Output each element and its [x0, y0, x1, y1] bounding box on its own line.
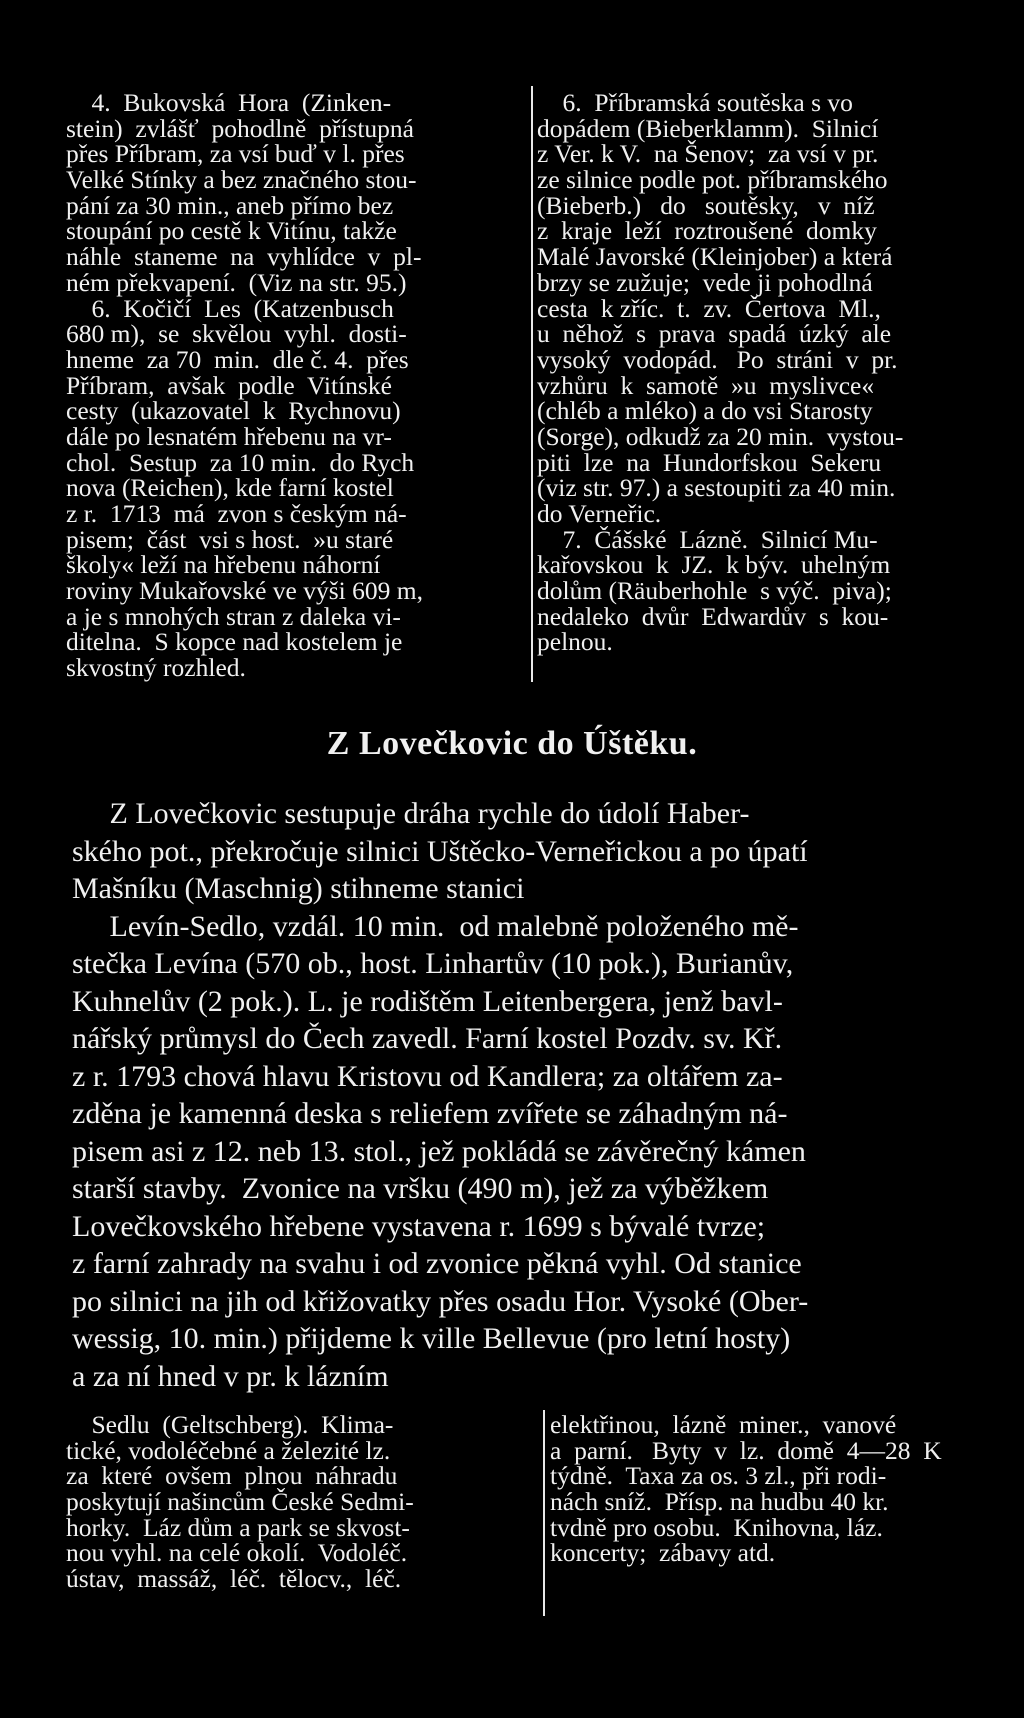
text-line: nou vyhl. na celé okolí. Vodoléč. — [66, 1538, 408, 1568]
text-line: z r. 1713 má zvon s českým ná- — [66, 499, 407, 528]
body-paragraphs — [72, 795, 992, 1395]
text-line: elektřinou, lázně miner., vanové — [550, 1410, 897, 1439]
text-line: chol. Sestup za 10 min. do Rych — [66, 447, 415, 477]
text-line: Lovečkovského hřebene vystavena r. 1699 s bývalé tvrze; — [72, 1209, 766, 1243]
text-line: ném překvapení. (Viz na str. 95.) — [66, 267, 407, 297]
text-line: vysoký vodopád. Po stráni v pr. — [537, 344, 898, 374]
text-line: (Sorge), odkudž za 20 min. vystou- — [537, 421, 904, 451]
text-line: nova (Reichen), kde farní kostel — [66, 473, 394, 503]
text-line: nářský průmysl do Čech zavedl. Farní kostel Pozdv. sv. Kř. — [72, 1022, 783, 1055]
text-line: 4. Bukovská Hora (Zinken- — [66, 88, 392, 117]
text-line: Sedlu (Geltschberg). Klima- — [66, 1410, 394, 1439]
text-line: náhle staneme na vyhlídce v pl- — [66, 242, 422, 272]
text-line: stoupání po cestě k Vitínu, takže — [66, 216, 397, 246]
text-line: a je s mnohých stran z daleka vi- — [66, 601, 401, 631]
text-line: zděna je kamenná deska s reliefem zvířete se záhadným ná- — [72, 1097, 788, 1130]
text-line: skvostný rozhled. — [66, 653, 246, 683]
text-line: brzy se zužuje; vede ji pohodlná — [537, 267, 873, 297]
text-line: 6. Kočičí Les (Katzenbusch — [66, 293, 394, 323]
text-line: roviny Mukařovské ve výši 609 m, — [66, 576, 423, 606]
top-left-column — [66, 90, 526, 681]
text-line: Mašníku (Maschnig) stihneme stanici — [72, 872, 525, 905]
text-line: tické, vodoléčebné a železité lz. — [66, 1435, 391, 1465]
text-line: a parní. Byty v lz. domě 4—28 K — [550, 1435, 942, 1465]
text-line: do Verneřic. — [537, 499, 662, 528]
text-line: z farní zahrady na svahu i od zvonice pěkná vyhl. Od stanice — [72, 1247, 802, 1280]
text-line: školy« leží na hřebenu náhorní — [66, 550, 381, 580]
text-line: Malé Javorské (Kleinjober) a která — [537, 242, 893, 272]
text-line: 6. Příbramská soutěska s vo — [537, 88, 853, 117]
top-right-column — [537, 90, 987, 655]
text-line: (viz str. 97.) a sestoupiti za 40 min. — [537, 473, 896, 503]
text-line: za které ovšem plnou náhradu — [66, 1461, 398, 1491]
text-line: Velké Stínky a bez značného stou- — [66, 165, 417, 195]
text-line: Z Lovečkovic sestupuje dráha rychle do údolí Haber- — [72, 797, 750, 830]
text-line: piti lze na Hundorfskou Sekeru — [537, 447, 882, 477]
text-line: Levín-Sedlo, vzdál. 10 min. od malebně položeného mě- — [72, 909, 799, 943]
text-line: pelnou. — [537, 627, 613, 657]
column-divider-top — [531, 86, 533, 682]
text-line: pisem; část vsi s host. »u staré — [66, 524, 394, 554]
text-line: koncerty; zábavy atd. — [550, 1538, 776, 1568]
text-line: pání za 30 min., aneb přímo bez — [66, 190, 394, 220]
text-line: nách sníž. Přísp. na hudbu 40 kr. — [550, 1487, 889, 1517]
text-line: horky. Láz dům a park se skvost- — [66, 1512, 410, 1542]
text-line: Kuhnelův (2 pok.). L. je rodištěm Leitenbergera, jenž bavl- — [72, 984, 783, 1018]
text-line: stečka Levína (570 ob., host. Linhartův (10 pok.), Burianův, — [72, 947, 794, 980]
text-line: týdně. Taxa za os. 3 zl., při rodi- — [550, 1461, 887, 1491]
text-line: a za ní hned v pr. k lázním — [72, 1359, 389, 1393]
text-line: cesta k zříc. t. zv. Čertova Ml., — [537, 293, 881, 323]
text-line: hneme za 70 min. dle č. 4. přes — [66, 344, 409, 374]
bottom-left-column — [66, 1412, 534, 1592]
text-line: Příbram, avšak podle Vitínské — [66, 370, 392, 400]
text-line: u něhož s prava spadá úzký ale — [537, 319, 892, 349]
text-line: z r. 1793 chová hlavu Kristovu od Kandlera; za oltářem za- — [72, 1059, 783, 1093]
text-line: 7. Čášské Lázně. Silnicí Mu- — [537, 524, 878, 554]
text-line: (Bieberb.) do soutěsky, v níž — [537, 190, 875, 220]
text-line: dopádem (Bieberklamm). Silnicí — [537, 113, 879, 143]
text-line: vzhůru k samotě »u myslivce« — [537, 370, 875, 400]
text-line: stein) zvlášť pohodlně přístupná — [66, 113, 414, 143]
text-line: ditelna. S kopce nad kostelem je — [66, 627, 403, 657]
text-line: cesty (ukazovatel k Rychnovu) — [66, 396, 401, 426]
text-line: z Ver. k V. na Šenov; za vsí v pr. — [537, 139, 879, 169]
text-line: přes Příbram, za vsí buď v l. přes — [66, 139, 405, 169]
bottom-right-column — [550, 1412, 990, 1566]
section-heading: Z Lovečkovic do Úštěku. — [326, 725, 698, 762]
text-line: nedaleko dvůr Edwardův s kou- — [537, 601, 889, 631]
text-line: z kraje leží roztroušené domky — [537, 216, 877, 246]
text-line: wessig, 10. min.) přijdeme k ville Bellevue (pro letní hosty) — [72, 1322, 791, 1355]
text-line: tvdně pro osobu. Knihovna, láz. — [550, 1512, 883, 1542]
text-line: dolům (Räuberhohle s výč. piva); — [537, 576, 892, 606]
text-line: (chléb a mléko) a do vsi Starosty — [537, 396, 873, 426]
text-line: pisem asi z 12. neb 13. stol., jež pokládá se závěrečný kámen — [72, 1134, 806, 1168]
text-line: 680 m), se skvělou vyhl. dosti- — [66, 319, 407, 349]
column-divider-bottom — [543, 1410, 545, 1616]
text-line: poskytují našincům České Sedmi- — [66, 1487, 414, 1517]
text-line: kařovskou k JZ. k býv. uhelným — [537, 550, 891, 580]
text-line: po silnici na jih od křižovatky přes osadu Hor. Vysoké (Ober- — [72, 1284, 809, 1318]
text-line: dále po lesnatém hřebenu na vr- — [66, 421, 392, 451]
text-line: ústav, massáž, léč. tělocv., léč. — [66, 1564, 402, 1594]
text-line: ského pot., překročuje silnici Uštěcko-Verneřickou a po úpatí — [72, 834, 808, 868]
text-line: starší stavby. Zvonice na vršku (490 m), jež za výběžkem — [72, 1172, 769, 1205]
text-line: ze silnice podle pot. příbramského — [537, 165, 888, 195]
